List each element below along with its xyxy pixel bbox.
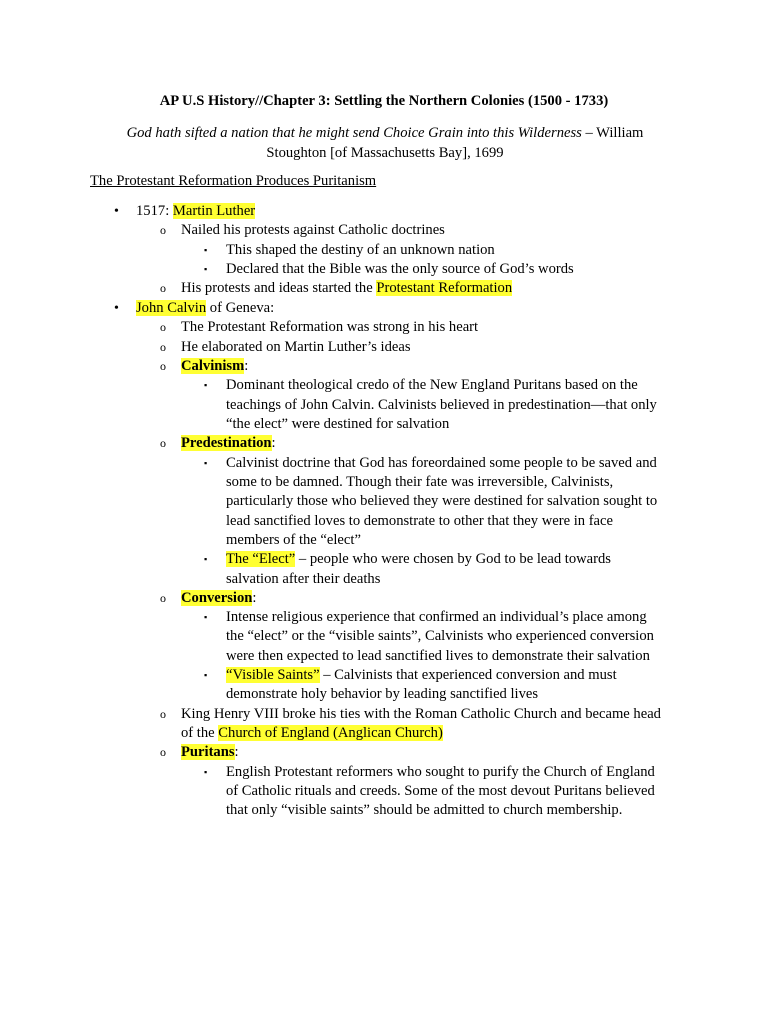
highlight-term: Church of England (Anglican Church) [218,725,443,741]
highlight-term: Puritans [181,744,235,760]
document-title: AP U.S History//Chapter 3: Settling the Northern Colonies (1500 - 1733) [159,93,609,109]
bullet-marker: ▪ [204,458,208,468]
epigraph [105,124,665,163]
highlight-term: Calvinism [181,358,245,374]
list-item-line: English Protestant reformers who sought to purify the Church of England [226,764,655,780]
bullet-marker: o [160,223,166,237]
list-item-line: “the elect” were destined for salvation [226,416,450,432]
bullet-marker: ▪ [204,670,208,680]
list-item-line: Calvinist doctrine that God has foreordained some people to be saved and [226,455,657,471]
list-item: He elaborated on Martin Luther’s ideas [181,339,411,355]
section-heading: The Protestant Reformation Produces Puritanism [90,173,377,189]
list-item: John Calvin of Geneva: [136,300,275,316]
bullet-marker: • [114,301,119,316]
list-item-line: lead sanctified loves to demonstrate to other that they were in face [226,513,613,529]
list-item: This shaped the destiny of an unknown nation [226,242,495,258]
list-item: 1517: Martin Luther [136,203,256,219]
highlight-term: John Calvin [136,300,207,316]
bullet-marker: o [160,436,166,450]
epigraph-quote: God hath sifted a nation that he might send Choice Grain into this Wilderness [126,125,582,141]
bullet-marker: ▪ [204,245,208,255]
list-item: Calvinism: [181,358,249,374]
list-item: His protests and ideas started the Protestant Reformation [181,280,513,296]
bullet-marker: ▪ [204,612,208,622]
list-item: Predestination: [181,435,276,451]
list-item-line: demonstrate holy behavior by leading sanctified lives [226,686,539,702]
list-item: Declared that the Bible was the only source of God’s words [226,261,574,277]
bullet-marker: o [160,281,166,295]
list-item-line: Intense religious experience that confirmed an individual’s place among [226,609,647,625]
bullet-marker: ▪ [204,767,208,777]
bullet-marker: o [160,320,166,334]
list-item: The “Elect” – people who were chosen by God to be lead towards [226,551,611,567]
highlight-term: Conversion [181,590,253,606]
list-item-line: particularly those who believed they were destined for salvation sought to [226,493,658,509]
bullet-marker: o [160,591,166,605]
highlight-term: Martin Luther [172,203,256,219]
bullet-marker: ▪ [204,554,208,564]
highlight-term: Predestination [181,435,272,451]
epigraph-attribution: – William [581,125,644,141]
list-item-line: King Henry VIII broke his ties with the Roman Catholic Church and became head [181,706,661,722]
list-item-line: some to be damned. Though their fate was irreversible, Calvinists, [226,474,614,490]
epigraph-attribution-cont: Stoughton [of Massachusetts Bay], 1699 [266,144,504,161]
list-item-line: of the Church of England (Anglican Church) [181,725,443,741]
list-item: Conversion: [181,590,257,606]
list-item-line: the “elect” or the “visible saints”, Calvinists who experienced conversion [226,628,654,644]
highlight-term: Protestant Reformation [376,280,513,296]
list-item-line: members of the “elect” [226,532,361,548]
bullet-marker: o [160,707,166,721]
list-item: Puritans: [181,744,239,760]
bullet-marker: o [160,745,166,759]
bullet-marker: ▪ [204,264,208,274]
list-item-line: salvation after their deaths [226,571,381,587]
list-item-line: were then expected to lead sanctified lives to demonstrate their salvation [226,648,650,664]
list-item: The Protestant Reformation was strong in his heart [181,319,479,335]
bullet-marker: o [160,340,166,354]
highlight-term: The “Elect” [226,551,296,567]
list-item-line: teachings of John Calvin. Calvinists believed in predestination—that only [226,397,657,413]
list-item-line: that only “visible saints” should be admitted to church membership. [226,802,623,818]
list-item-line: of Catholic rituals and creeds. Some of the most devout Puritans believed [226,783,655,799]
bullet-marker: • [114,204,119,219]
bullet-marker: ▪ [204,380,208,390]
list-item-line: Dominant theological credo of the New England Puritans based on the [226,377,638,393]
highlight-term: “Visible Saints” [226,667,320,683]
list-item: “Visible Saints” – Calvinists that experienced conversion and must [226,667,617,683]
list-item: Nailed his protests against Catholic doctrines [181,222,445,238]
bullet-marker: o [160,359,166,373]
